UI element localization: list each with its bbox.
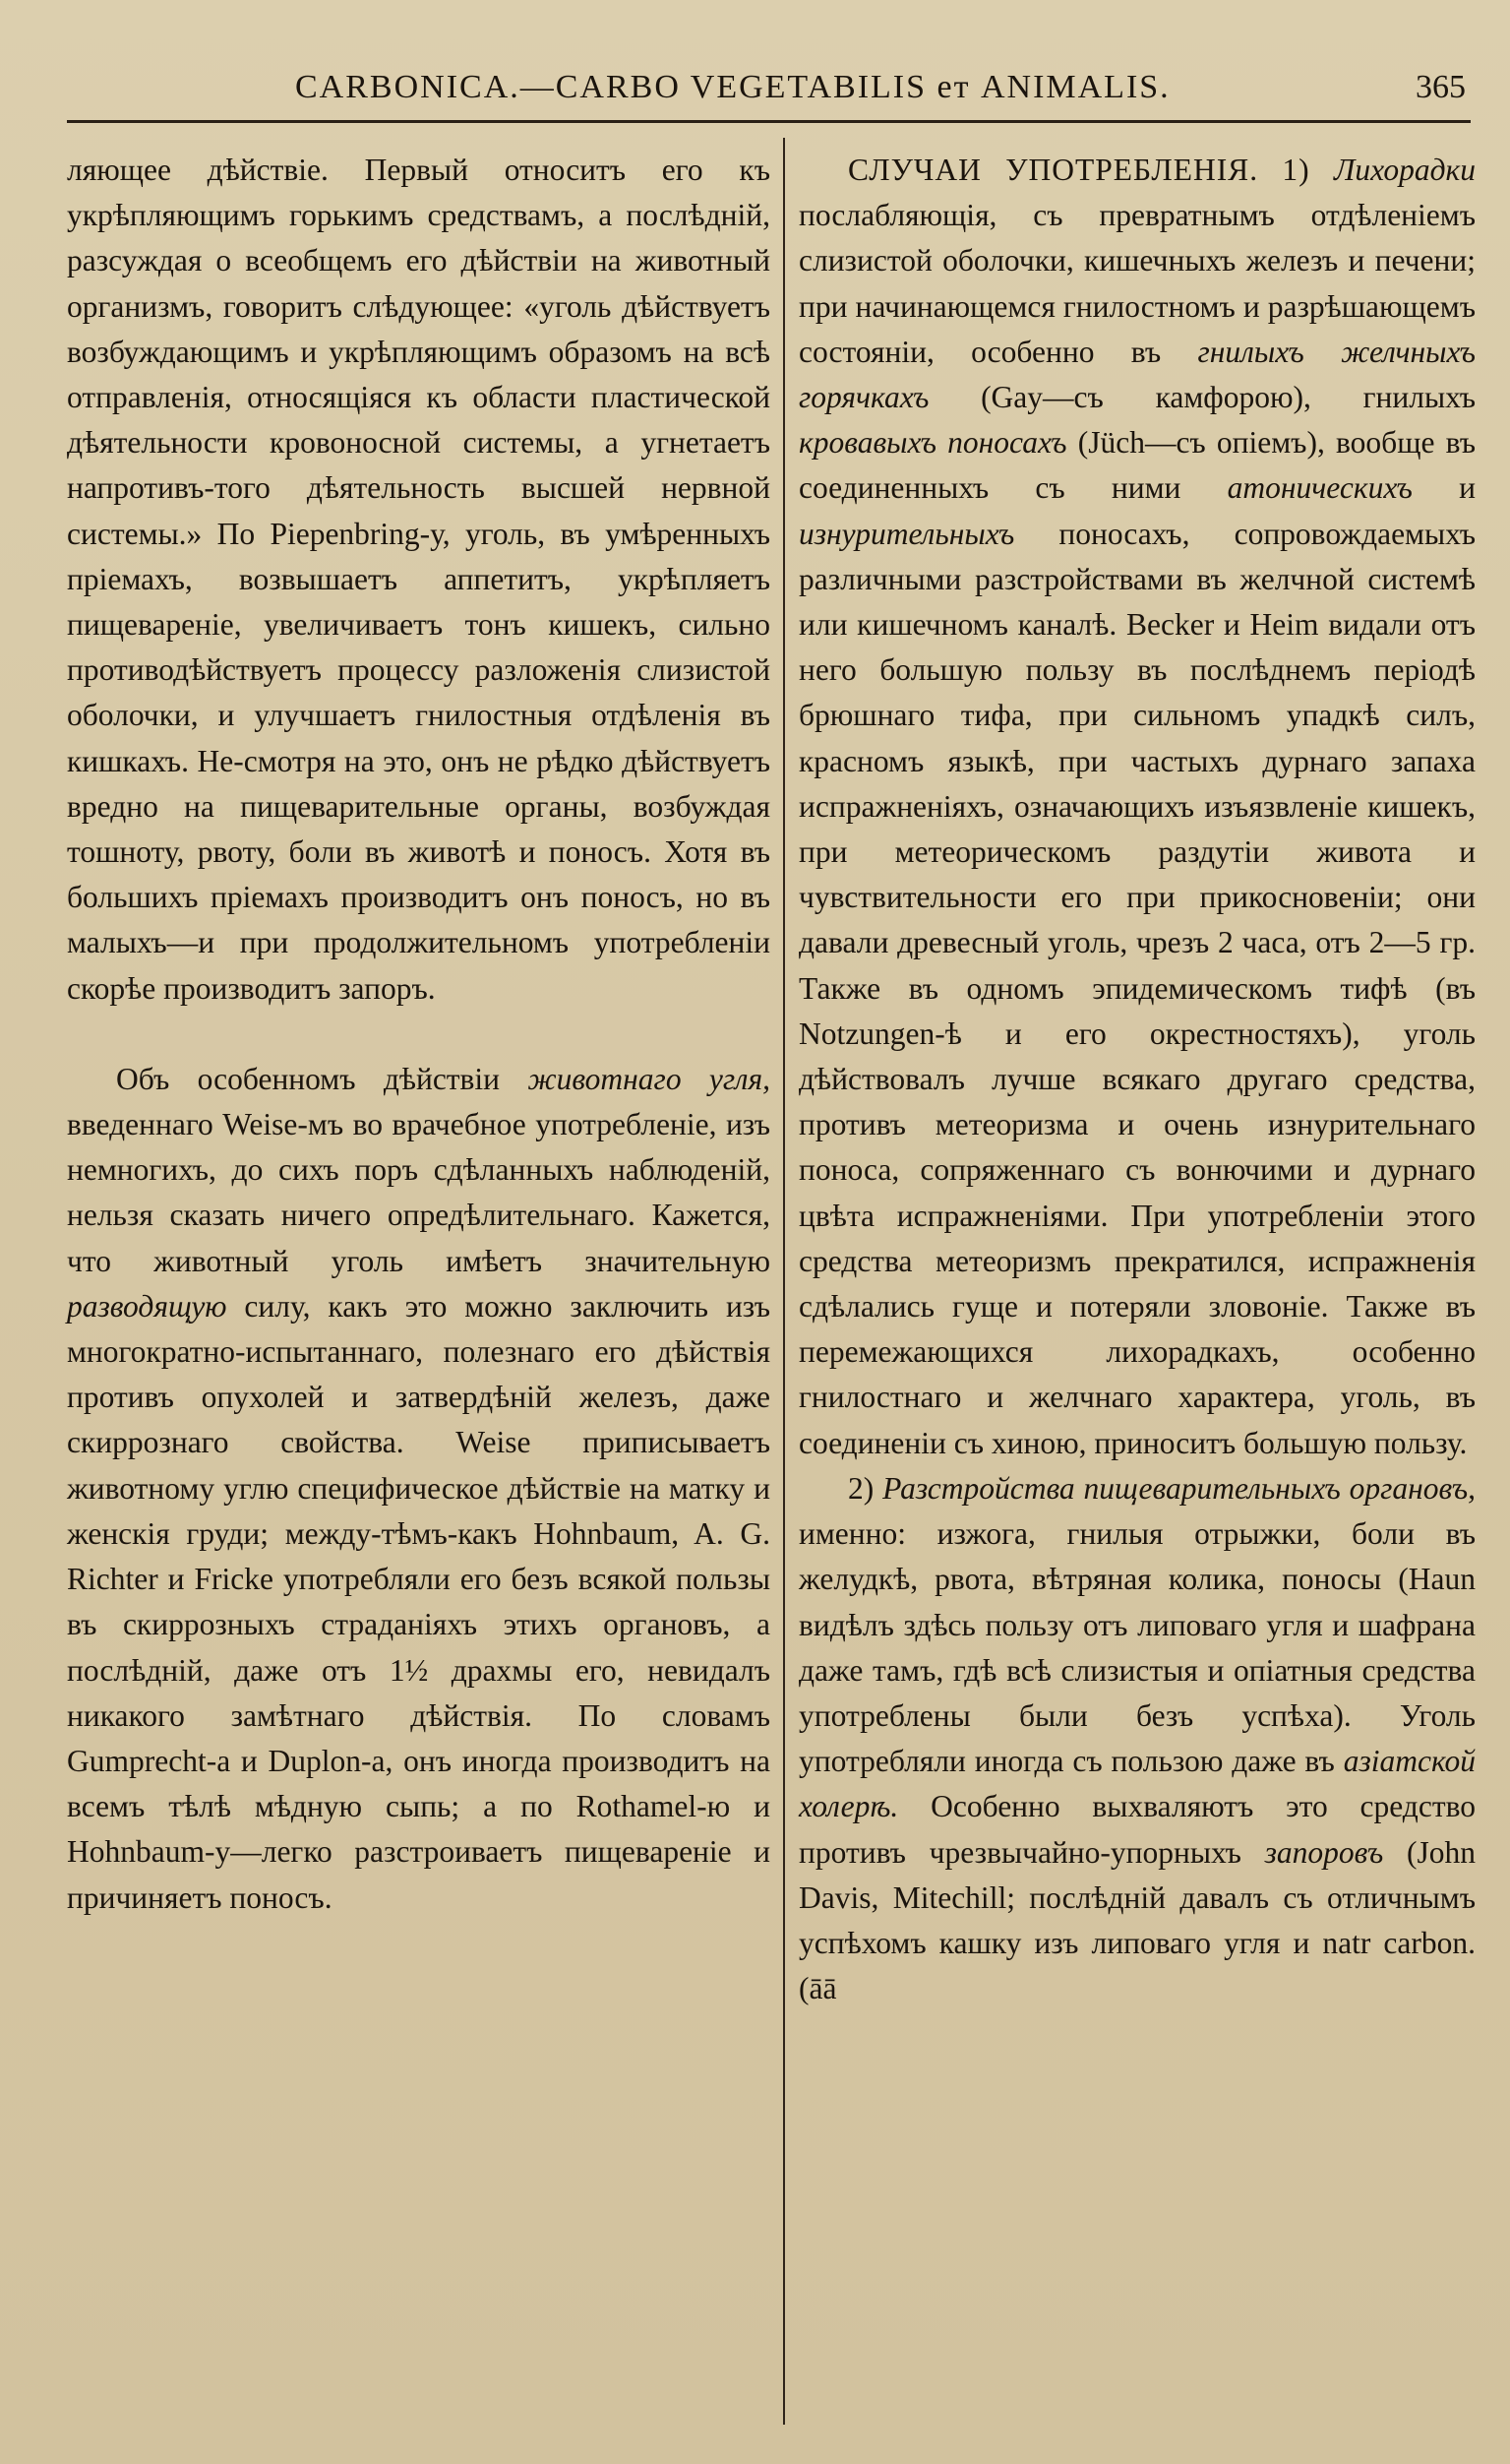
- column-divider: [783, 138, 785, 2425]
- section-heading: СЛУЧАИ УПОТРЕБЛЕНІЯ. 1): [848, 153, 1335, 187]
- left-paragraph-2: Объ особенномъ дѣйствіи животнаго угля, введеннаго Weise-мъ во врачебное употребленіе, изъ немногихъ, до сихъ поръ сдѣланныхъ наблюденій, нельзя сказать ничего опредѣлительнаго. Кажется, что животный уголь имѣетъ значительную разводящую силу, какъ это можно заключить изъ многократно-испытаннаго, полезнаго его дѣйствія противъ опухолей и затвердѣній железъ, даже скиррознаго свойства. Weise приписываетъ животному углю специфическое дѣйствіе на матку и женскія груди; между-тѣмъ-какъ Hohnbaum, A. G. Richter и Fricke употребляли его безъ всякой пользы въ скиррозныхъ страданіяхъ этихъ органовъ, а послѣдній, даже отъ 1½ драхмы его, невидалъ никакого замѣтнаго дѣйствія. По словамъ Gumprecht-а и Duplon-а, онъ иногда производитъ на всемъ тѣлѣ мѣдную сыпь; а по Rothamel-ю и Hohnbaum-у—легко разстроиваетъ пищевареніе и причиняетъ поносъ.: [67, 1061, 770, 1915]
- right-column: [799, 148, 1476, 2444]
- page-number: 365: [1416, 69, 1466, 105]
- right-paragraph-2: 2) Разстройства пищеварительныхъ органовъ, именно: изжога, гнилыя отрыжки, боли въ желудкѣ, рвота, вѣтряная колика, поносы (Haun видѣлъ здѣсь пользу отъ липоваго угля и шафрана даже тамъ, гдѣ всѣ слизистыя и опіатныя средства употреблены были безъ успѣха). Уголь употребляли иногда съ пользою даже въ азіатской холерѣ. Особенно выхваляютъ это средство противъ чрезвычайно-упорныхъ запоровъ (John Davis, Mitechill; послѣдній давалъ съ отличнымъ успѣхомъ кашку изъ липоваго угля и natr carbon. (āā: [799, 1470, 1476, 2006]
- left-column: [67, 148, 770, 2444]
- running-head: CARBONICA.—CARBO VEGETABILIS ет ANIMALIS.: [295, 69, 1171, 105]
- header-rule: [67, 120, 1471, 123]
- right-paragraph-1: СЛУЧАИ УПОТРЕБЛЕНІЯ. 1) Лихорадки послабляющія, съ превратнымъ отдѣленіемъ слизистой оболочки, кишечныхъ железъ и печени; при начинающемся гнилостномъ и разрѣшающемъ состояніи, особенно въ гнилыхъ желчныхъ горячкахъ (Gay—съ камфорою), гнилыхъ кровавыхъ поносахъ (Jüch—съ опіемъ), вообще въ соединенныхъ съ ними атоническихъ и изнурительныхъ поносахъ, сопровождаемыхъ различными разстройствами въ желчной системѣ или кишечномъ каналѣ. Becker и Heim видали отъ него большую пользу въ послѣднемъ періодѣ брюшнаго тифа, при сильномъ упадкѣ силъ, красномъ языкѣ, при частыхъ дурнаго запаха испражненіяхъ, означающихъ изъязвленіе кишекъ, при метеорическомъ раздутіи живота и чувствительности его при прикосновеніи; они давали древесный уголь, чрезъ 2 часа, отъ 2—5 гр. Также въ одномъ эпидемическомъ тифѣ (въ Notzungen-ѣ и его окрестностяхъ), уголь дѣйствовалъ лучше всякаго другаго средства, противъ метеоризма и очень изнурительнаго поноса, сопряженнаго съ вонючими и дурнаго цвѣта испражненіями. При употребленіи этого средства метеоризмъ прекратился, испражненія сдѣлались гуще и потеряли зловоніе. Также въ перемежающихся лихорадкахъ, особенно гнилостнаго и желчнаго характера, уголь, въ соединеніи съ хиною, приноситъ большую пользу.: [799, 153, 1476, 1460]
- page-header: [0, 69, 1510, 118]
- left-paragraph-1: ляющее дѣйствіе. Первый относитъ его къ укрѣпляющимъ горькимъ средствамъ, а послѣдній, разсуждая о всеобщемъ его дѣйствіи на животный организмъ, говоритъ слѣдующее: «уголь дѣйствуетъ возбуждающимъ и укрѣпляющимъ образомъ на всѣ отправленія, относящіяся къ области пластической дѣятельности кровоносной системы, а угнетаетъ напротивъ-того дѣятельность высшей нервной системы.» По Piepenbring-у, уголь, въ умѣренныхъ пріемахъ, возвышаетъ аппетитъ, укрѣпляетъ пищевареніе, увеличиваетъ тонъ кишекъ, сильно противодѣйствуетъ процессу разложенія слизистой оболочки, и улучшаетъ гнилостныя отдѣленія въ кишкахъ. Не-смотря на это, онъ не рѣдко дѣйствуетъ вредно на пищеварительные органы, возбуждая тошноту, рвоту, боли въ животѣ и поносъ. Хотя въ большихъ пріемахъ производитъ онъ поносъ, но въ малыхъ—и при продолжительномъ употребленіи скорѣе производитъ запоръ.: [67, 153, 770, 1006]
